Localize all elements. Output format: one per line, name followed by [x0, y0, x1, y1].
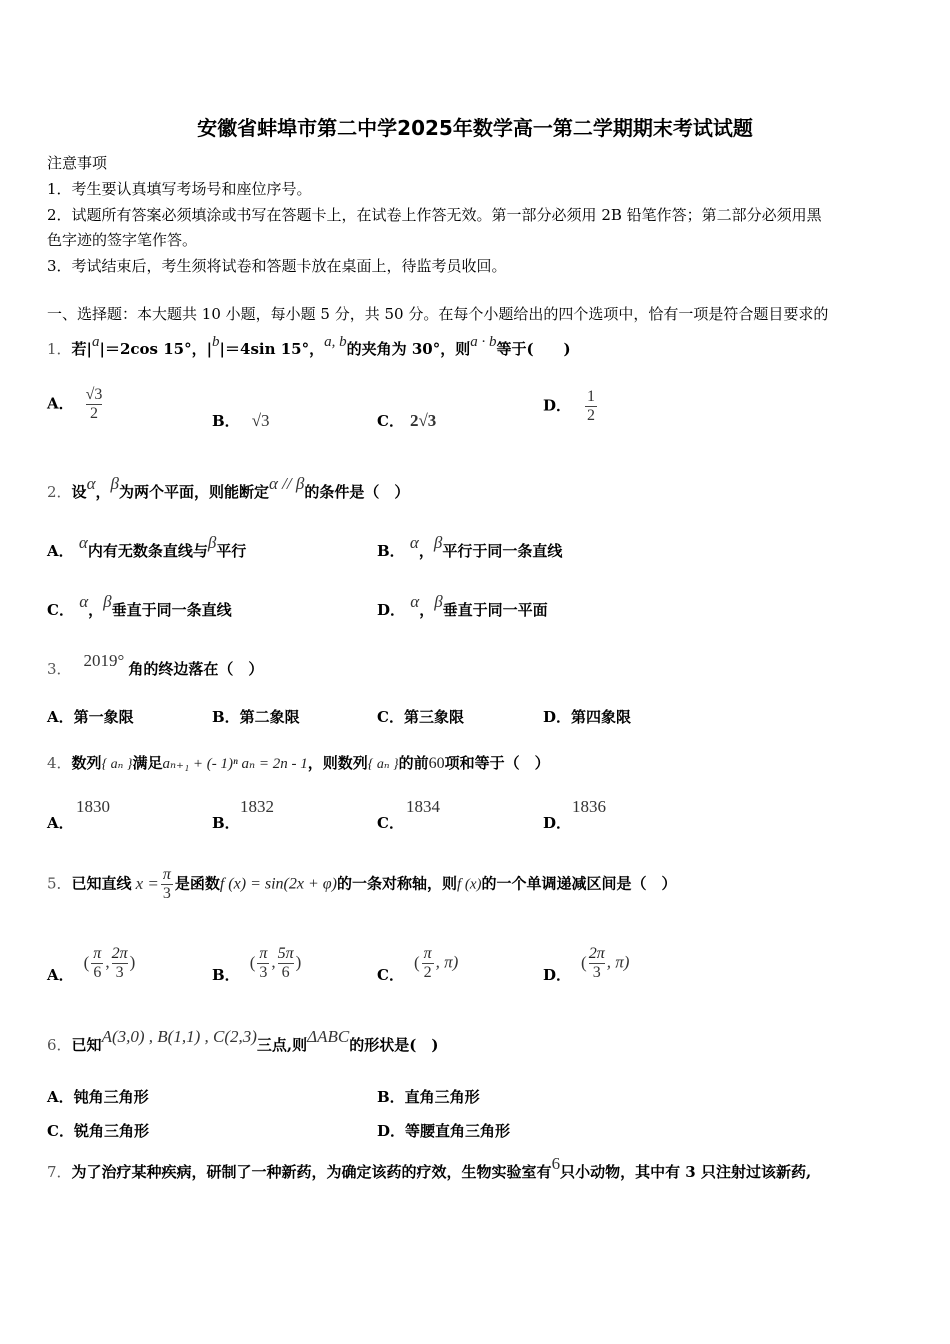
- question-7: 7．为了治疗某种疾病，研制了一种新药，为确定该药的疗效，生物实验室有6只小动物，其中有 3 只注射过该新药,: [47, 1154, 812, 1181]
- q2-option-b[interactable]: B． α，β平行于同一条直线: [377, 533, 563, 560]
- q5-option-b[interactable]: B．( $\frac{\pi}{3}$ , $\frac{5\pi}{6}$ ): [212, 945, 302, 984]
- question-3: 3． 2019° 角的终边落在（ ）: [47, 651, 264, 678]
- section-heading: 一、选择题：本大题共 10 小题，每小题 5 分，共 50 分。在每个小题给出的四个选项中，恰有一项是符合题目要求的: [47, 305, 829, 323]
- notice-item-2: 2．试题所有答案必须填涂或书写在答题卡上，在试卷上作答无效。第一部分必须用 2B 铅笔作答；第二部分必须用黑: [47, 206, 822, 224]
- dot-product: a · b: [470, 334, 497, 350]
- question-2: 2．设α，β为两个平面，则能断定α // β的条件是（ ）: [47, 474, 410, 501]
- recurrence: aₙ₊₁ + (- 1)ⁿ aₙ = 2n - 1: [162, 756, 308, 772]
- q6-option-d[interactable]: D．等腰直角三角形: [377, 1122, 511, 1140]
- q3-option-d[interactable]: D．第四象限: [543, 708, 632, 726]
- triangle-abc: ΔABC: [307, 1027, 350, 1046]
- q4-option-d-value: 1836: [572, 797, 606, 816]
- points: A(3,0) , B(1,1) , C(2,3): [101, 1027, 257, 1046]
- q5-option-d[interactable]: D．( $\frac{2\pi}{3}$ , π): [543, 945, 630, 984]
- vector-a: a: [92, 334, 100, 350]
- q4-option-c[interactable]: C．: [377, 814, 404, 832]
- notice-heading: 注意事项: [47, 154, 108, 172]
- q1-option-b[interactable]: B． √3: [212, 411, 270, 430]
- q4-option-c-value: 1834: [406, 797, 440, 816]
- q4-option-b[interactable]: B．: [212, 814, 240, 832]
- function-f: f (x) = sin(2x + φ): [219, 875, 337, 893]
- question-6: 6．已知A(3,0) , B(1,1) , C(2,3)三点,则ΔABC的形状是( ): [47, 1027, 439, 1054]
- q4-option-a[interactable]: A．: [47, 814, 74, 832]
- q2-option-d[interactable]: D． α，β垂直于同一平面: [377, 592, 548, 619]
- radical: 2√3: [409, 411, 437, 430]
- notice-item-2-cont: 色字迹的签字笔作答。: [47, 231, 198, 249]
- vectors-ab: a, b: [324, 334, 347, 350]
- q2-option-a[interactable]: A． α内有无数条直线与β平行: [47, 533, 247, 560]
- q3-option-b[interactable]: B．第二象限: [212, 708, 300, 726]
- q6-option-c[interactable]: C．锐角三角形: [47, 1122, 149, 1140]
- q4-option-d[interactable]: D．: [543, 814, 572, 832]
- vector-b: b: [212, 334, 220, 350]
- q3-option-c[interactable]: C．第三象限: [377, 708, 464, 726]
- q3-option-a[interactable]: A．第一象限: [47, 708, 134, 726]
- q5-option-c[interactable]: C．( $\frac{\pi}{2}$ , π): [377, 945, 459, 984]
- sequence-an: { aₙ }: [101, 757, 133, 772]
- question-number: 1．: [47, 340, 72, 358]
- q4-option-b-value: 1832: [240, 797, 274, 816]
- q1-option-c[interactable]: C． 2√3: [377, 411, 437, 430]
- q6-option-b[interactable]: B．直角三角形: [377, 1088, 480, 1106]
- radical: √3: [251, 411, 270, 430]
- fraction: $\frac{√3}{2}$: [85, 386, 103, 422]
- question-4: 4．数列{ aₙ }满足aₙ₊₁ + (- 1)ⁿ aₙ = 2n - 1，则数列{ aₙ }的前60项和等于（ ）: [47, 754, 550, 772]
- q5-option-a[interactable]: A．( $\frac{\pi}{6}$ , $\frac{2\pi}{3}$ ): [47, 945, 136, 984]
- fraction: $\frac{1}{2}$: [587, 388, 596, 424]
- page-title: 安徽省蚌埠市第二中学2025年数学高一第二学期期末考试试题: [197, 116, 753, 140]
- q2-option-c[interactable]: C． α，β垂直于同一条直线: [47, 592, 232, 619]
- q1-option-d[interactable]: D． $\frac{1}{2}$: [543, 388, 596, 424]
- q6-option-a[interactable]: A．钝角三角形: [47, 1088, 149, 1106]
- notice-item-1: 1．考生要认真填写考场号和座位序号。: [47, 180, 312, 198]
- question-1: 1．若|a|＝2cos 15°，|b|＝4sin 15°，a, b的夹角为 30°，则a · b等于( ): [47, 334, 571, 358]
- angle-2019: 2019°: [83, 651, 125, 670]
- q4-option-a-value: 1830: [76, 797, 110, 816]
- q1-option-a[interactable]: A． $\frac{√3}{2}$: [47, 386, 103, 422]
- notice-item-3: 3．考试结束后，考生须将试卷和答题卡放在桌面上，待监考员收回。: [47, 257, 507, 275]
- question-5: 5．已知直线 x = $\frac{\pi}{3}$ 是函数f (x) = sin(2x + φ)的一条对称轴，则f (x)的一个单调递减区间是（ ）: [47, 866, 677, 902]
- fraction-pi-3: $\frac{\pi}{3}$: [162, 866, 171, 902]
